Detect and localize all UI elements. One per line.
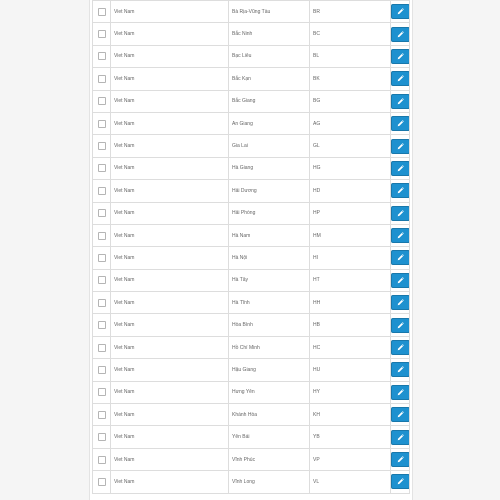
country-cell: Viet Nam [111, 224, 229, 246]
edit-button[interactable] [391, 161, 410, 176]
action-cell [391, 202, 410, 224]
zone-code-cell: BC [310, 23, 391, 45]
table-row [93, 45, 410, 67]
zone-code-cell: HH [310, 292, 391, 314]
action-cell [391, 23, 410, 45]
edit-button[interactable] [391, 27, 410, 42]
pencil-icon [397, 98, 404, 105]
country-cell: Viet Nam [111, 202, 229, 224]
zone-name-cell: Hà Tĩnh [229, 292, 310, 314]
row-select-checkbox[interactable] [98, 75, 106, 83]
action-cell [391, 269, 410, 291]
zone-code-cell: VP [310, 448, 391, 470]
zone-code-cell: YB [310, 426, 391, 448]
pencil-icon [397, 322, 404, 329]
row-select-checkbox[interactable] [98, 433, 106, 441]
country-cell: Viet Nam [111, 269, 229, 291]
zone-name-cell: Hưng Yên [229, 381, 310, 403]
country-cell: Viet Nam [111, 90, 229, 112]
zone-name-cell: Bắc Ninh [229, 23, 310, 45]
row-select-cell [93, 381, 111, 403]
row-select-cell [93, 1, 111, 23]
action-cell [391, 448, 410, 470]
zone-name-cell: Vĩnh Long [229, 471, 310, 493]
country-cell: Viet Nam [111, 381, 229, 403]
zone-code-cell: BR [310, 1, 391, 23]
pencil-icon [397, 31, 404, 38]
country-cell: Viet Nam [111, 471, 229, 493]
zone-code-cell: HU [310, 359, 391, 381]
zone-name-cell: Hà Nam [229, 224, 310, 246]
row-select-checkbox[interactable] [98, 142, 106, 150]
edit-button[interactable] [391, 407, 410, 422]
pencil-icon [397, 299, 404, 306]
pencil-icon [397, 344, 404, 351]
action-cell [391, 1, 410, 23]
row-select-cell [93, 224, 111, 246]
edit-button[interactable] [391, 273, 410, 288]
edit-button[interactable] [391, 228, 410, 243]
zone-code-cell: BG [310, 90, 391, 112]
table-row [93, 68, 410, 90]
row-select-checkbox[interactable] [98, 366, 106, 374]
country-cell: Viet Nam [111, 359, 229, 381]
row-select-cell [93, 135, 111, 157]
row-select-cell [93, 426, 111, 448]
pencil-icon [397, 53, 404, 60]
action-cell [391, 90, 410, 112]
zone-code-cell: HG [310, 157, 391, 179]
zone-name-cell: Hà Giang [229, 157, 310, 179]
pencil-icon [397, 411, 404, 418]
zone-name-cell: Khánh Hòa [229, 404, 310, 426]
pencil-icon [397, 366, 404, 373]
zone-code-cell: BK [310, 68, 391, 90]
table-row [93, 1, 410, 23]
pencil-icon [397, 478, 404, 485]
edit-button[interactable] [391, 183, 410, 198]
edit-button[interactable] [391, 206, 410, 221]
row-select-checkbox[interactable] [98, 97, 106, 105]
table-row [93, 426, 410, 448]
country-cell: Viet Nam [111, 180, 229, 202]
row-select-cell [93, 90, 111, 112]
zone-code-cell: HY [310, 381, 391, 403]
zone-name-cell: Yên Bái [229, 426, 310, 448]
edit-button[interactable] [391, 49, 410, 64]
zone-code-cell: KH [310, 404, 391, 426]
action-cell [391, 45, 410, 67]
row-select-checkbox[interactable] [98, 478, 106, 486]
country-cell: Viet Nam [111, 23, 229, 45]
edit-button[interactable] [391, 318, 410, 333]
table-row [93, 180, 410, 202]
row-select-checkbox[interactable] [98, 388, 106, 396]
table-row [93, 404, 410, 426]
row-select-checkbox[interactable] [98, 344, 106, 352]
country-cell: Viet Nam [111, 112, 229, 134]
edit-button[interactable] [391, 116, 410, 131]
row-select-cell [93, 448, 111, 470]
edit-button[interactable] [391, 474, 410, 489]
pencil-icon [397, 389, 404, 396]
action-cell [391, 112, 410, 134]
country-cell: Viet Nam [111, 157, 229, 179]
table-row [93, 247, 410, 269]
pencil-icon [397, 120, 404, 127]
pencil-icon [397, 165, 404, 172]
zone-name-cell: An Giang [229, 112, 310, 134]
table-row [93, 90, 410, 112]
row-select-checkbox[interactable] [98, 232, 106, 240]
table-row [93, 23, 410, 45]
table-row [93, 314, 410, 336]
row-select-checkbox[interactable] [98, 321, 106, 329]
zones-panel [89, 0, 413, 500]
action-cell [391, 247, 410, 269]
edit-button[interactable] [391, 385, 410, 400]
zone-code-cell: HB [310, 314, 391, 336]
zone-name-cell: Bắc Giang [229, 90, 310, 112]
edit-button[interactable] [391, 94, 410, 109]
action-cell [391, 68, 410, 90]
pencil-icon [397, 277, 404, 284]
zone-code-cell: HI [310, 247, 391, 269]
action-cell [391, 135, 410, 157]
table-row [93, 157, 410, 179]
table-row [93, 471, 410, 493]
row-select-cell [93, 68, 111, 90]
table-row [93, 292, 410, 314]
action-cell [391, 157, 410, 179]
row-select-checkbox[interactable] [98, 8, 106, 16]
zone-code-cell: HP [310, 202, 391, 224]
zones-table-body [93, 1, 410, 494]
country-cell: Viet Nam [111, 426, 229, 448]
country-cell: Viet Nam [111, 247, 229, 269]
row-select-cell [93, 359, 111, 381]
action-cell [391, 426, 410, 448]
zone-code-cell: VL [310, 471, 391, 493]
zone-name-cell: Bà Rịa-Vũng Tàu [229, 1, 310, 23]
pencil-icon [397, 210, 404, 217]
pencil-icon [397, 75, 404, 82]
action-cell [391, 471, 410, 493]
row-select-cell [93, 23, 111, 45]
zone-name-cell: Hải Phòng [229, 202, 310, 224]
zone-name-cell: Gia Lai [229, 135, 310, 157]
zone-name-cell: Hậu Giang [229, 359, 310, 381]
zone-name-cell: Hà Nội [229, 247, 310, 269]
row-select-checkbox[interactable] [98, 209, 106, 217]
action-cell [391, 381, 410, 403]
edit-button[interactable] [391, 295, 410, 310]
zone-code-cell: HC [310, 336, 391, 358]
row-select-cell [93, 404, 111, 426]
pencil-icon [397, 232, 404, 239]
edit-button[interactable] [391, 340, 410, 355]
edit-button[interactable] [391, 362, 410, 377]
row-select-checkbox[interactable] [98, 187, 106, 195]
zone-name-cell: Hồ Chí Minh [229, 336, 310, 358]
pencil-icon [397, 254, 404, 261]
table-row [93, 359, 410, 381]
zone-name-cell: Hà Tây [229, 269, 310, 291]
row-select-checkbox[interactable] [98, 254, 106, 262]
country-cell: Viet Nam [111, 292, 229, 314]
row-select-cell [93, 112, 111, 134]
country-cell: Viet Nam [111, 45, 229, 67]
pencil-icon [397, 8, 404, 15]
row-select-cell [93, 247, 111, 269]
row-select-checkbox[interactable] [98, 456, 106, 464]
edit-button[interactable] [391, 430, 410, 445]
country-cell: Viet Nam [111, 135, 229, 157]
edit-button[interactable] [391, 71, 410, 86]
row-select-checkbox[interactable] [98, 276, 106, 284]
row-select-cell [93, 314, 111, 336]
zone-name-cell: Bạc Liêu [229, 45, 310, 67]
edit-button[interactable] [391, 250, 410, 265]
table-row [93, 135, 410, 157]
table-row [93, 224, 410, 246]
row-select-cell [93, 269, 111, 291]
row-select-cell [93, 45, 111, 67]
action-cell [391, 224, 410, 246]
row-select-checkbox[interactable] [98, 411, 106, 419]
table-row [93, 381, 410, 403]
zone-code-cell: GL [310, 135, 391, 157]
table-row [93, 448, 410, 470]
zone-name-cell: Hải Dương [229, 180, 310, 202]
table-row [93, 269, 410, 291]
zone-code-cell: HM [310, 224, 391, 246]
row-select-cell [93, 157, 111, 179]
pencil-icon [397, 143, 404, 150]
row-select-checkbox[interactable] [98, 120, 106, 128]
table-row [93, 202, 410, 224]
zone-name-cell: Bắc Kạn [229, 68, 310, 90]
zone-code-cell: AG [310, 112, 391, 134]
table-row [93, 112, 410, 134]
action-cell [391, 314, 410, 336]
country-cell: Viet Nam [111, 404, 229, 426]
country-cell: Viet Nam [111, 68, 229, 90]
zone-code-cell: BL [310, 45, 391, 67]
action-cell [391, 359, 410, 381]
row-select-cell [93, 202, 111, 224]
country-cell: Viet Nam [111, 314, 229, 336]
zone-code-cell: HD [310, 180, 391, 202]
row-select-cell [93, 471, 111, 493]
zone-name-cell: Vĩnh Phúc [229, 448, 310, 470]
zone-code-cell: HT [310, 269, 391, 291]
zones-table [92, 0, 410, 494]
table-row [93, 336, 410, 358]
row-select-checkbox[interactable] [98, 164, 106, 172]
action-cell [391, 292, 410, 314]
action-cell [391, 404, 410, 426]
country-cell: Viet Nam [111, 336, 229, 358]
edit-button[interactable] [391, 139, 410, 154]
row-select-checkbox[interactable] [98, 299, 106, 307]
pencil-icon [397, 187, 404, 194]
action-cell [391, 180, 410, 202]
row-select-checkbox[interactable] [98, 52, 106, 60]
zone-name-cell: Hòa Bình [229, 314, 310, 336]
country-cell: Viet Nam [111, 1, 229, 23]
edit-button[interactable] [391, 452, 410, 467]
edit-button[interactable] [391, 4, 410, 19]
row-select-cell [93, 292, 111, 314]
pencil-icon [397, 434, 404, 441]
row-select-checkbox[interactable] [98, 30, 106, 38]
pencil-icon [397, 456, 404, 463]
country-cell: Viet Nam [111, 448, 229, 470]
row-select-cell [93, 180, 111, 202]
row-select-cell [93, 336, 111, 358]
action-cell [391, 336, 410, 358]
